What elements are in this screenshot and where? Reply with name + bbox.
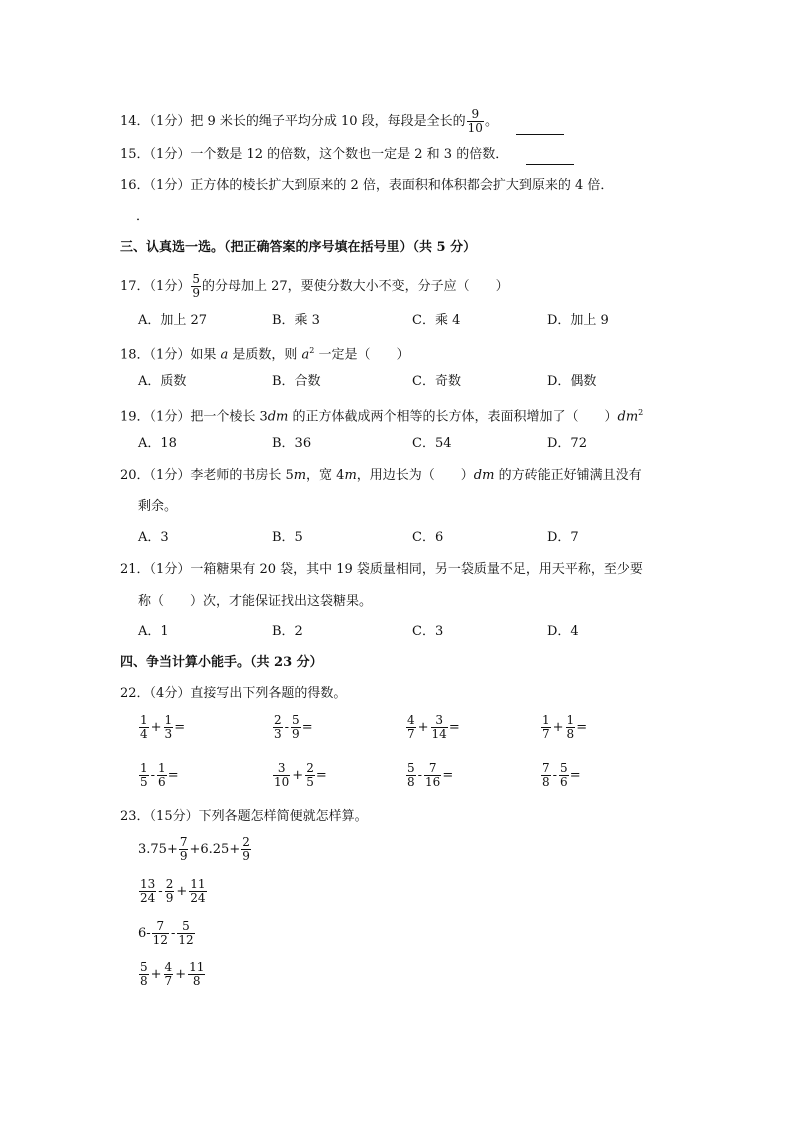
question-17 [120, 273, 509, 300]
section-3-heading: 三、认真选一选。（把正确答案的序号填在括号里）（共 5 分） [120, 240, 477, 255]
denominator: 10 [467, 121, 483, 135]
operator: - [417, 768, 423, 783]
fraction [424, 762, 441, 789]
answer-blank[interactable] [516, 120, 564, 135]
fraction [164, 714, 174, 741]
numerator: 3 [273, 762, 290, 776]
question-20 [120, 466, 642, 486]
numerator: 4 [407, 713, 415, 727]
q23-expression-1 [138, 836, 252, 863]
q21-option-b[interactable]: B．2 [272, 624, 303, 639]
question-14 [120, 108, 564, 135]
numerator: 2 [165, 877, 174, 891]
section-4-heading: 四、争当计算小能手。（共 23 分） [120, 655, 323, 670]
q19-option-c[interactable]: C．54 [412, 436, 452, 451]
q22-item [272, 714, 313, 741]
denominator: 9 [179, 849, 188, 863]
fraction [139, 762, 149, 789]
numerator: 5 [560, 761, 568, 775]
question-16: 16．（1分）正方体的棱长扩大到原来的 2 倍，表面积和体积都会扩大到原来的 4 倍． [120, 178, 614, 193]
denominator: 9 [292, 727, 300, 741]
denominator: 3 [274, 727, 282, 741]
numerator: 13 [140, 877, 156, 891]
numerator: 7 [179, 835, 188, 849]
numerator: 9 [467, 108, 484, 122]
numerator: 11 [190, 877, 206, 891]
fraction [139, 878, 156, 905]
question-19 [120, 403, 643, 427]
q23-expression-2 [138, 878, 208, 905]
fraction [165, 878, 175, 905]
q20-mid: ，宽 4 [306, 468, 345, 483]
term: +6.25+ [189, 842, 241, 857]
q21-option-d[interactable]: D．4 [547, 624, 579, 639]
q18-option-d[interactable]: D．偶数 [547, 374, 597, 389]
q15-text: 15．（1分）一个数是 12 的倍数，这个数也一定是 2 和 3 的倍数． [120, 147, 509, 162]
fraction [188, 961, 205, 988]
q22-item [138, 714, 185, 741]
fraction [139, 961, 149, 988]
q14-fraction [467, 108, 484, 135]
numerator: 7 [542, 761, 550, 775]
unit: dm [267, 409, 289, 425]
unit: m [344, 468, 357, 483]
numerator: 1 [158, 761, 166, 775]
q19-option-b[interactable]: B．36 [272, 436, 312, 451]
fraction [177, 920, 194, 947]
fraction [541, 714, 551, 741]
equals-sign[interactable]: = [442, 768, 454, 783]
question-20-line2: 剩余。 [138, 499, 178, 514]
unit: dm [473, 468, 495, 483]
denominator: 5 [140, 775, 148, 789]
fraction [431, 714, 448, 741]
question-23: 23．（15分）下列各题怎样简便就怎样算。 [120, 809, 368, 824]
operator: + [175, 967, 187, 982]
question-16-blank[interactable]: ． [136, 209, 150, 224]
numerator: 5 [192, 272, 200, 286]
unit: dm [617, 409, 639, 425]
numerator: 2 [306, 761, 314, 775]
operator: + [552, 720, 564, 735]
q19-option-d[interactable]: D．72 [547, 436, 587, 451]
numerator: 11 [189, 960, 205, 974]
denominator: 12 [178, 933, 194, 947]
operator: + [176, 884, 188, 899]
numerator: 1 [140, 761, 148, 775]
q18-option-b[interactable]: B．合数 [272, 374, 321, 389]
q19-prefix: 19．（1分）把一个棱长 3 [120, 409, 268, 425]
numerator: 2 [242, 835, 250, 849]
fraction [291, 714, 301, 741]
operator: - [170, 926, 176, 941]
equals-sign[interactable]: = [576, 720, 588, 735]
numerator: 1 [164, 713, 173, 727]
denominator: 9 [192, 286, 200, 300]
q20-option-c[interactable]: C．6 [412, 530, 444, 545]
equals-sign[interactable]: = [315, 768, 327, 783]
denominator: 7 [164, 974, 173, 988]
q17-fraction [191, 273, 201, 300]
q20-option-a[interactable]: A．3 [138, 530, 169, 545]
q22-item [540, 762, 581, 789]
numerator: 1 [542, 713, 550, 727]
operator: - [150, 768, 156, 783]
operator: - [158, 884, 163, 899]
denominator: 6 [560, 775, 568, 789]
denominator: 14 [431, 727, 447, 741]
exponent: 2 [638, 408, 644, 417]
denominator: 8 [542, 775, 550, 789]
denominator: 7 [407, 727, 415, 741]
denominator: 9 [242, 849, 250, 863]
fraction [152, 920, 169, 947]
fraction [559, 762, 569, 789]
operator: - [552, 768, 558, 783]
equals-sign[interactable]: = [569, 768, 581, 783]
fraction [273, 714, 283, 741]
answer-blank[interactable] [526, 150, 574, 165]
q21-option-a[interactable]: A．1 [138, 624, 169, 639]
denominator: 8 [192, 974, 201, 988]
fraction [305, 762, 315, 789]
denominator: 24 [190, 891, 206, 905]
q18-mid: 是质数，则 [228, 347, 302, 363]
denominator: 3 [164, 727, 173, 741]
equals-sign[interactable]: = [448, 720, 460, 735]
exponent: 2 [309, 346, 315, 355]
fraction [406, 762, 416, 789]
q20-option-d[interactable]: D．7 [547, 530, 579, 545]
numerator: 5 [407, 761, 415, 775]
denominator: 9 [165, 891, 174, 905]
q19-text: 的正方体截成两个相等的长方体，表面积增加了（ ） [288, 409, 618, 425]
var-a: a [220, 347, 229, 363]
question-21: 21．（1分）一箱糖果有 20 袋，其中 19 袋质量相同，另一袋质量不足，用天平称，至少要 [120, 562, 643, 577]
q17-option-b[interactable]: B．乘 3 [272, 313, 320, 328]
fraction [406, 714, 416, 741]
q23-expression-4 [138, 961, 206, 988]
numerator: 7 [152, 920, 169, 934]
numerator: 7 [424, 762, 441, 776]
numerator: 2 [274, 713, 282, 727]
q20-text: 的方砖能正好铺满且没有 [494, 468, 642, 483]
numerator: 3 [431, 714, 448, 728]
equals-sign[interactable]: = [167, 768, 179, 783]
fraction [566, 714, 576, 741]
unit: m [293, 468, 307, 483]
q14-end: 。 [484, 114, 498, 129]
fraction [139, 714, 149, 741]
q17-text: 的分母加上 27，要使分数大小不变，分子应（ ） [201, 279, 509, 294]
q22-item [138, 762, 179, 789]
term: 3.75+ [138, 842, 178, 857]
fraction [157, 762, 167, 789]
q20-mid2: ，用边长为（ ） [356, 468, 474, 483]
q20-prefix: 20．（1分）李老师的书房长 5 [120, 468, 294, 483]
question-22: 22．（4分）直接写出下列各题的得数。 [120, 686, 347, 701]
fraction [541, 762, 551, 789]
q20-option-b[interactable]: B．5 [272, 530, 303, 545]
operator: + [150, 720, 162, 735]
numerator: 5 [177, 920, 194, 934]
denominator: 12 [152, 933, 168, 947]
question-15 [120, 145, 574, 165]
equals-sign[interactable]: = [301, 720, 313, 735]
denominator: 6 [158, 775, 166, 789]
denominator: 24 [140, 891, 156, 905]
denominator: 10 [274, 775, 290, 789]
q14-text: 14．（1分）把 9 米长的绳子平均分成 10 段，每段是全长的 [120, 114, 466, 129]
q22-item [272, 762, 327, 789]
numerator: 1 [140, 713, 148, 727]
fraction [189, 878, 206, 905]
q22-item [540, 714, 587, 741]
denominator: 16 [425, 775, 441, 789]
operator: + [150, 967, 162, 982]
denominator: 8 [566, 727, 575, 741]
q18-option-c[interactable]: C．奇数 [412, 374, 461, 389]
denominator: 8 [140, 974, 148, 988]
q18-text: 一定是（ ） [314, 347, 410, 363]
question-18 [120, 341, 409, 365]
numerator: 1 [566, 713, 575, 727]
operator: + [417, 720, 429, 735]
var-a: a [301, 347, 310, 363]
numerator: 5 [140, 960, 148, 974]
question-21-line2: 称（ ）次，才能保证找出这袋糖果。 [138, 594, 373, 609]
q17-prefix: 17．（1分） [120, 279, 191, 294]
numerator: 4 [164, 960, 173, 974]
q17-option-c[interactable]: C．乘 4 [412, 313, 461, 328]
denominator: 4 [140, 727, 148, 741]
q17-option-d[interactable]: D．加上 9 [547, 313, 609, 328]
q17-option-a[interactable]: A．加上 27 [138, 313, 208, 328]
denominator: 7 [542, 727, 550, 741]
fraction [241, 836, 251, 863]
operator: + [292, 768, 304, 783]
numerator: 5 [292, 713, 300, 727]
fraction [179, 836, 189, 863]
q21-option-c[interactable]: C．3 [412, 624, 444, 639]
fraction [273, 762, 290, 789]
fraction [164, 961, 174, 988]
denominator: 5 [306, 775, 314, 789]
q19-option-a[interactable]: A．18 [138, 436, 177, 451]
term: 6- [138, 926, 151, 941]
operator: - [284, 720, 290, 735]
denominator: 8 [407, 775, 415, 789]
q22-item [405, 714, 460, 741]
q23-expression-3 [138, 920, 196, 947]
q18-prefix: 18．（1分）如果 [120, 347, 221, 363]
q18-option-a[interactable]: A．质数 [138, 374, 187, 389]
equals-sign[interactable]: = [174, 720, 186, 735]
q22-item [405, 762, 453, 789]
